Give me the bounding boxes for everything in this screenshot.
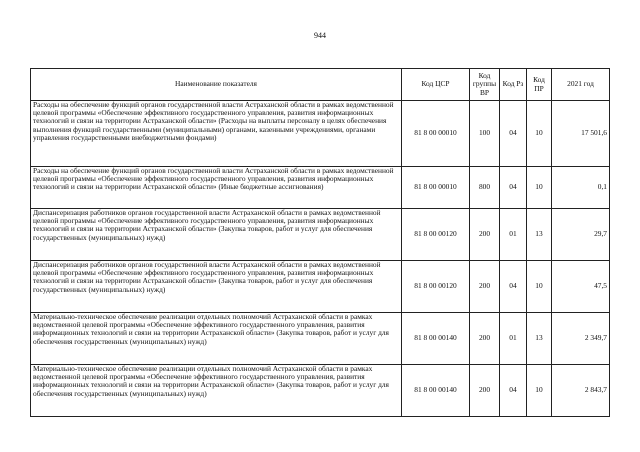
row-value: 0,1 bbox=[552, 167, 610, 209]
row-csr: 81 8 00 00140 bbox=[402, 313, 470, 365]
table-row bbox=[31, 101, 610, 167]
row-vr: 100 bbox=[470, 101, 500, 167]
row-name: Диспансеризация работников органов государственной власти Астраханской области в рамках ведомственной целевой программы «Обеспечение эффективного государственного управления, развития информационных технологий и связи на территории Астраханской области» (Закупка товаров, работ и услуг для обеспечения государственных (муниципальных) нужд) bbox=[31, 261, 402, 313]
row-vr: 200 bbox=[470, 313, 500, 365]
budget-table bbox=[30, 68, 610, 417]
row-csr: 81 8 00 00120 bbox=[402, 261, 470, 313]
row-pr: 13 bbox=[527, 313, 552, 365]
row-csr: 81 8 00 00010 bbox=[402, 101, 470, 167]
row-value: 17 501,6 bbox=[552, 101, 610, 167]
table-row bbox=[31, 365, 610, 417]
row-rz: 04 bbox=[500, 167, 527, 209]
row-csr: 81 8 00 00140 bbox=[402, 365, 470, 417]
row-name: Расходы на обеспечение функций органов государственной власти Астраханской области в рамках ведомственной целевой программы «Обеспечение эффективного государственного управления, развития информационных технологий и связи на территории Астраханской области» (Расходы на выплаты персоналу в целях обеспечения выполнения функций государственными (муниципальными) органами, казенными учреждениями, органами управления государственными внебюджетными фондами) bbox=[31, 101, 402, 167]
row-vr: 200 bbox=[470, 209, 500, 261]
row-pr: 10 bbox=[527, 167, 552, 209]
row-value: 2 349,7 bbox=[552, 313, 610, 365]
table-row bbox=[31, 167, 610, 209]
row-rz: 04 bbox=[500, 261, 527, 313]
header-name: Наименование показателя bbox=[31, 69, 402, 101]
row-vr: 200 bbox=[470, 261, 500, 313]
table-row bbox=[31, 209, 610, 261]
row-rz: 01 bbox=[500, 313, 527, 365]
page-number: 944 bbox=[314, 31, 326, 40]
row-value: 47,5 bbox=[552, 261, 610, 313]
row-rz: 04 bbox=[500, 101, 527, 167]
row-vr: 800 bbox=[470, 167, 500, 209]
row-vr: 200 bbox=[470, 365, 500, 417]
row-name: Материально-техническое обеспечение реализации отдельных полномочий Астраханской области в рамках ведомственной целевой программы «Обеспечение эффективного государственного управления, развития информационных технологий и связи на территории Астраханской области» (Закупка товаров, работ и услуг для обеспечения государственных (муниципальных) нужд) bbox=[31, 365, 402, 417]
row-pr: 10 bbox=[527, 261, 552, 313]
header-pr: Код ПР bbox=[527, 69, 552, 101]
row-csr: 81 8 00 00010 bbox=[402, 167, 470, 209]
row-rz: 04 bbox=[500, 365, 527, 417]
row-rz: 01 bbox=[500, 209, 527, 261]
row-value: 2 843,7 bbox=[552, 365, 610, 417]
row-pr: 13 bbox=[527, 209, 552, 261]
row-csr: 81 8 00 00120 bbox=[402, 209, 470, 261]
table-row bbox=[31, 261, 610, 313]
header-year: 2021 год bbox=[552, 69, 610, 101]
row-name: Материально-техническое обеспечение реализации отдельных полномочий Астраханской области в рамках ведомственной целевой программы «Обеспечение эффективного государственного управления, развития информационных технологий и связи на территории Астраханской области» (Закупка товаров, работ и услуг для обеспечения государственных (муниципальных) нужд) bbox=[31, 313, 402, 365]
row-name: Расходы на обеспечение функций органов государственной власти Астраханской области в рамках ведомственной целевой программы «Обеспечение эффективного государственного управления, развития информационных технологий и связи на территории Астраханской области» (Иные бюджетные ассигнования) bbox=[31, 167, 402, 209]
header-csr: Код ЦСР bbox=[402, 69, 470, 101]
table-row bbox=[31, 313, 610, 365]
row-pr: 10 bbox=[527, 365, 552, 417]
row-pr: 10 bbox=[527, 101, 552, 167]
header-vr: Код группы ВР bbox=[470, 69, 500, 101]
row-name: Диспансеризация работников органов государственной власти Астраханской области в рамках ведомственной целевой программы «Обеспечение эффективного государственного управления, развития информационных технологий и связи на территории Астраханской области» (Закупка товаров, работ и услуг для обеспечения государственных (муниципальных) нужд) bbox=[31, 209, 402, 261]
row-value: 29,7 bbox=[552, 209, 610, 261]
table-header-row bbox=[31, 69, 610, 101]
header-rz: Код Рз bbox=[500, 69, 527, 101]
